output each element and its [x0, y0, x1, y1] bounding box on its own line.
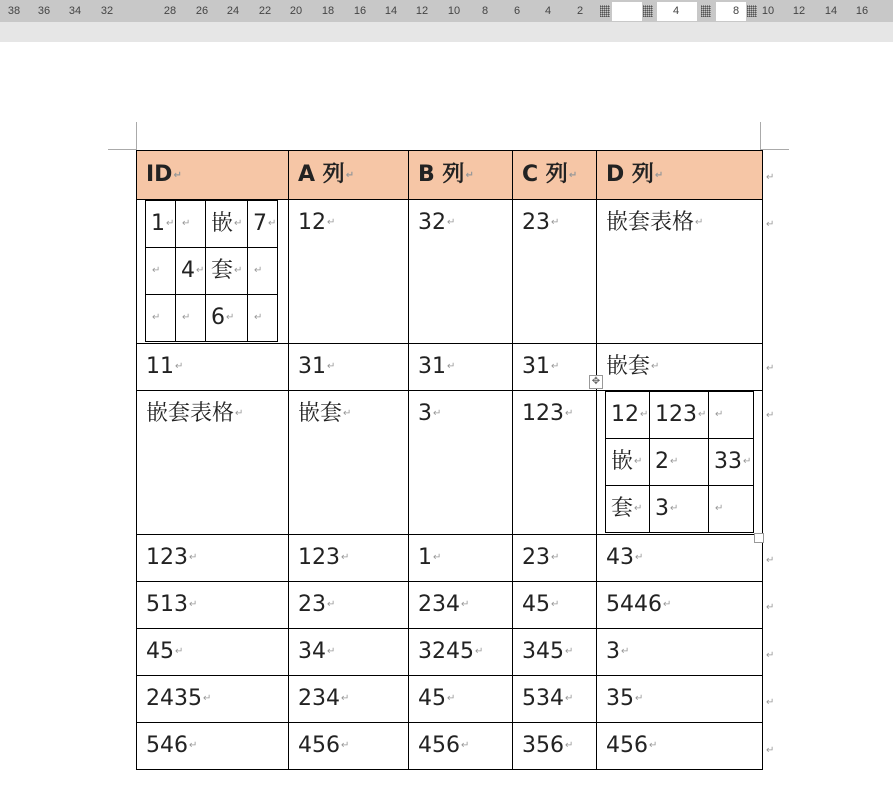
nested-cell[interactable]: [709, 485, 754, 532]
crop-mark: [760, 122, 761, 150]
paragraph-mark-icon: ↵: [551, 551, 560, 563]
cell[interactable]: 5446↵: [597, 581, 763, 628]
cell[interactable]: 嵌套↵: [289, 390, 409, 534]
cell[interactable]: 1↵: [409, 534, 513, 581]
cell[interactable]: 32↵: [409, 199, 513, 343]
ruler-column-marker: [747, 5, 757, 17]
ruler-tick: 12: [415, 5, 429, 17]
end-of-row-mark-icon: ↵: [766, 219, 775, 230]
end-of-row-mark-icon: ↵: [766, 410, 775, 421]
crop-mark: [761, 149, 789, 150]
cell[interactable]: 34↵: [289, 628, 409, 675]
paragraph-mark-icon: ↵: [565, 692, 574, 704]
table-row: [137, 199, 763, 343]
cell[interactable]: 43↵: [597, 534, 763, 581]
cell[interactable]: 3↵: [597, 628, 763, 675]
paragraph-mark-icon: ↵: [196, 264, 205, 276]
nested-row: [606, 485, 754, 532]
paragraph-mark-icon: ↵: [327, 645, 336, 657]
paragraph-mark-icon: ↵: [634, 502, 643, 514]
paragraph-mark-icon: ↵: [433, 551, 442, 563]
cell[interactable]: 35↵: [597, 675, 763, 722]
nested-cell[interactable]: [248, 247, 278, 294]
paragraph-mark-icon: ↵: [152, 264, 161, 276]
cell[interactable]: 123↵: [513, 390, 597, 534]
paragraph-mark-icon: ↵: [254, 264, 263, 276]
paragraph-mark-icon: ↵: [698, 408, 707, 420]
cell[interactable]: 23↵: [513, 534, 597, 581]
ruler-column-marker: [701, 5, 711, 17]
paragraph-mark-icon: ↵: [621, 645, 630, 657]
cell[interactable]: 45↵: [513, 581, 597, 628]
table-header-row: [137, 151, 763, 200]
nested-cell[interactable]: [709, 391, 754, 438]
nested-table-id[interactable]: [145, 200, 278, 342]
cell[interactable]: 31↵: [409, 343, 513, 390]
cell[interactable]: 31↵: [289, 343, 409, 390]
paragraph-mark-icon: ↵: [175, 645, 184, 657]
cell[interactable]: 234↵: [289, 675, 409, 722]
end-of-row-mark-icon: ↵: [766, 650, 775, 661]
cell[interactable]: 12↵: [289, 199, 409, 343]
nested-cell[interactable]: 12↵: [606, 391, 650, 438]
cell[interactable]: 2435↵: [137, 675, 289, 722]
cell[interactable]: 123↵: [289, 534, 409, 581]
paragraph-mark-icon: ↵: [565, 739, 574, 751]
table-row: [137, 390, 763, 534]
main-table[interactable]: [136, 150, 763, 770]
horizontal-ruler[interactable]: [0, 0, 893, 22]
nested-cell[interactable]: [146, 247, 176, 294]
paragraph-mark-icon: ↵: [327, 598, 336, 610]
ruler-column-marker: [643, 5, 653, 17]
ruler-tick: 16: [855, 5, 869, 17]
paragraph-mark-icon: ↵: [461, 739, 470, 751]
paragraph-mark-icon: ↵: [635, 551, 644, 563]
ruler-tick: 24: [226, 5, 240, 17]
paragraph-mark-icon: ↵: [182, 217, 191, 229]
paragraph-mark-icon: ↵: [189, 598, 198, 610]
paragraph-mark-icon: ↵: [234, 264, 243, 276]
ruler-tick: 12: [792, 5, 806, 17]
table-row: [137, 581, 763, 628]
end-of-row-mark-icon: ↵: [766, 172, 775, 183]
nested-cell[interactable]: [176, 294, 206, 341]
cell-nested-id[interactable]: [137, 199, 289, 343]
header-cell-id[interactable]: ID↵: [137, 151, 289, 200]
ruler-column-marker: [600, 5, 610, 17]
paragraph-mark-icon: ↵: [461, 598, 470, 610]
paragraph-mark-icon: ↵: [182, 311, 191, 323]
end-of-row-mark-icon: ↵: [766, 745, 775, 756]
nested-cell[interactable]: 嵌↵: [606, 438, 650, 485]
cell[interactable]: 3245↵: [409, 628, 513, 675]
ruler-tick: 18: [321, 5, 335, 17]
ruler-tick: 8: [481, 5, 489, 17]
nested-table-d[interactable]: [605, 391, 754, 533]
paragraph-mark-icon: ↵: [465, 169, 474, 181]
nested-cell[interactable]: 33↵: [709, 438, 754, 485]
nested-row: [146, 200, 278, 247]
ruler-tick: 4: [672, 5, 680, 17]
paragraph-mark-icon: ↵: [634, 455, 643, 467]
nested-cell[interactable]: 7↵: [248, 200, 278, 247]
nested-row: [146, 294, 278, 341]
paragraph-mark-icon: ↵: [234, 217, 243, 229]
ruler-tick: 10: [761, 5, 775, 17]
cell-nested-d[interactable]: [597, 390, 763, 534]
nested-cell[interactable]: 嵌↵: [206, 200, 248, 247]
paragraph-mark-icon: ↵: [345, 169, 355, 181]
end-of-row-mark-icon: ↵: [766, 602, 775, 613]
ruler-tick: 4: [544, 5, 552, 17]
nested-row: [606, 391, 754, 438]
paragraph-mark-icon: ↵: [447, 692, 456, 704]
ruler-tick: 32: [100, 5, 114, 17]
cell[interactable]: 11↵: [137, 343, 289, 390]
ruler-tick: 6: [513, 5, 521, 17]
cell[interactable]: 356↵: [513, 722, 597, 769]
table-row: [137, 675, 763, 722]
paragraph-mark-icon: ↵: [203, 692, 212, 704]
cell[interactable]: 546↵: [137, 722, 289, 769]
paragraph-mark-icon: ↵: [670, 455, 679, 467]
nested-row: [606, 438, 754, 485]
ruler-margin: [612, 2, 642, 21]
nested-cell[interactable]: [176, 200, 206, 247]
ruler-tick: 16: [353, 5, 367, 17]
cell[interactable]: 345↵: [513, 628, 597, 675]
cell[interactable]: 3↵: [409, 390, 513, 534]
end-of-row-mark-icon: ↵: [766, 555, 775, 566]
paragraph-mark-icon: ↵: [715, 408, 724, 420]
ruler-tick: 34: [68, 5, 82, 17]
paragraph-mark-icon: ↵: [635, 692, 644, 704]
cell[interactable]: 23↵: [513, 199, 597, 343]
paragraph-mark-icon: ↵: [475, 645, 484, 657]
paragraph-mark-icon: ↵: [715, 502, 724, 514]
nested-cell[interactable]: 1↵: [146, 200, 176, 247]
cell[interactable]: 534↵: [513, 675, 597, 722]
cell[interactable]: 123↵: [137, 534, 289, 581]
table-row: [137, 343, 763, 390]
ruler-tick: 22: [258, 5, 272, 17]
ruler-tick: 36: [37, 5, 51, 17]
ruler-tick: 26: [195, 5, 209, 17]
header-cell-d[interactable]: D 列↵: [597, 151, 763, 200]
ruler-tick: 10: [447, 5, 461, 17]
crop-mark: [108, 149, 136, 150]
cell[interactable]: 234↵: [409, 581, 513, 628]
cell[interactable]: 456↵: [289, 722, 409, 769]
table-move-handle-icon[interactable]: ✥: [589, 375, 603, 389]
paragraph-mark-icon: ↵: [226, 311, 235, 323]
nested-cell[interactable]: 套↵: [206, 247, 248, 294]
cell[interactable]: 513↵: [137, 581, 289, 628]
table-row: [137, 628, 763, 675]
ruler-tick: 8: [732, 5, 740, 17]
cell[interactable]: 嵌套表格↵: [137, 390, 289, 534]
paragraph-mark-icon: ↵: [341, 551, 350, 563]
paragraph-mark-icon: ↵: [568, 169, 578, 181]
end-of-row-mark-icon: ↵: [766, 363, 775, 374]
ruler-tick: 38: [7, 5, 21, 17]
cell[interactable]: 456↵: [409, 722, 513, 769]
paragraph-mark-icon: ↵: [254, 311, 263, 323]
ruler-tick: 28: [163, 5, 177, 17]
nested-cell[interactable]: 123↵: [650, 391, 709, 438]
paragraph-mark-icon: ↵: [341, 739, 350, 751]
nested-cell[interactable]: 套↵: [606, 485, 650, 532]
table-row: [137, 534, 763, 581]
paragraph-mark-icon: ↵: [670, 502, 679, 514]
paragraph-mark-icon: ↵: [640, 408, 649, 420]
header-cell-a[interactable]: A 列↵: [289, 151, 409, 200]
paragraph-mark-icon: ↵: [743, 455, 752, 467]
header-cell-b[interactable]: B 列↵: [409, 151, 513, 200]
nested-cell[interactable]: 2↵: [650, 438, 709, 485]
nested-row: [146, 247, 278, 294]
paragraph-mark-icon: ↵: [189, 551, 198, 563]
paragraph-mark-icon: ↵: [341, 692, 350, 704]
paragraph-mark-icon: ↵: [166, 217, 175, 229]
ruler-tick: 20: [289, 5, 303, 17]
cell[interactable]: 456↵: [597, 722, 763, 769]
nested-cell[interactable]: 4↵: [176, 247, 206, 294]
paragraph-mark-icon: ↵: [152, 311, 161, 323]
ruler-tick: 14: [824, 5, 838, 17]
table-resize-handle[interactable]: [754, 533, 764, 543]
nested-cell[interactable]: [248, 294, 278, 341]
ruler-tick: 14: [384, 5, 398, 17]
cell[interactable]: 45↵: [409, 675, 513, 722]
paragraph-mark-icon: ↵: [173, 169, 182, 181]
nested-cell[interactable]: 6↵: [206, 294, 248, 341]
paragraph-mark-icon: ↵: [654, 169, 664, 181]
paragraph-mark-icon: ↵: [189, 739, 198, 751]
cell[interactable]: 45↵: [137, 628, 289, 675]
ruler-tick: 2: [576, 5, 584, 17]
paragraph-mark-icon: ↵: [649, 739, 658, 751]
end-of-row-mark-icon: ↵: [766, 697, 775, 708]
table-row: [137, 722, 763, 769]
cell[interactable]: 23↵: [289, 581, 409, 628]
paragraph-mark-icon: ↵: [551, 598, 560, 610]
header-cell-c[interactable]: C 列↵: [513, 151, 597, 200]
paragraph-mark-icon: ↵: [565, 645, 574, 657]
paragraph-mark-icon: ↵: [663, 598, 672, 610]
ruler-margin: [716, 2, 746, 21]
cell[interactable]: 嵌套表格↵: [597, 199, 763, 343]
cell[interactable]: 31↵: [513, 343, 597, 390]
paragraph-mark-icon: ↵: [268, 217, 277, 229]
nested-cell[interactable]: 3↵: [650, 485, 709, 532]
nested-cell[interactable]: [146, 294, 176, 341]
cell[interactable]: 嵌套↵: [597, 343, 763, 390]
crop-mark: [136, 122, 137, 150]
